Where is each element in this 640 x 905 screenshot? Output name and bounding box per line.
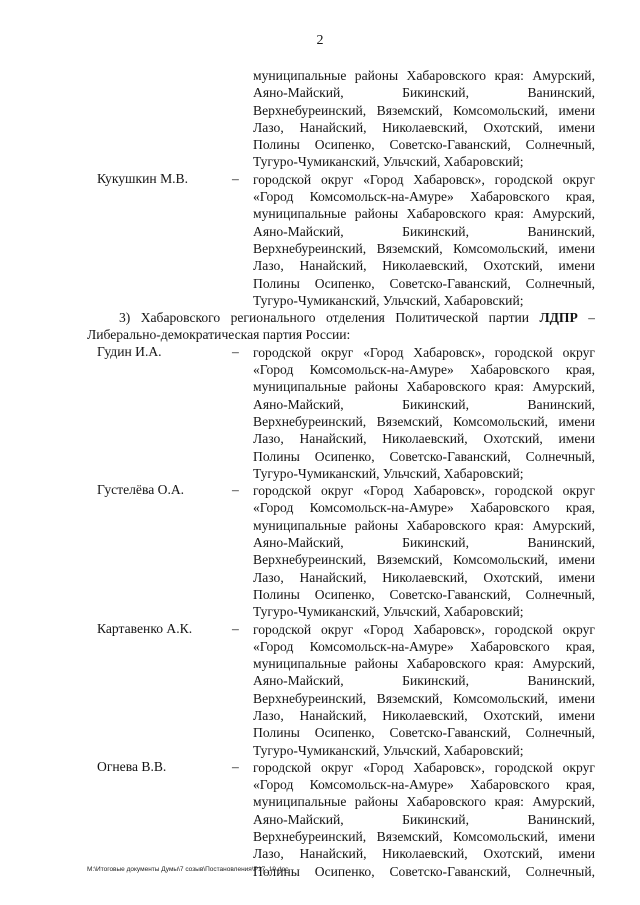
text-line: Полины Осипенко, Советско-Гаванский, Солнечный, xyxy=(253,725,595,741)
text-line: муниципальные районы Хабаровского края: Амурский, xyxy=(253,517,595,533)
dash-separator: – xyxy=(232,620,239,636)
text-line: «Город Комсомольск-на-Амуре» Хабаровского края, xyxy=(253,189,595,205)
text-line: Верхнебуреинский, Вяземский, Комсомольский, имени xyxy=(253,829,595,845)
candidate-name: Густелёва О.А. xyxy=(97,482,185,498)
dash-separator: – xyxy=(232,758,239,774)
text-line: «Город Комсомольск-на-Амуре» Хабаровского края, xyxy=(253,500,595,516)
candidate-entry xyxy=(95,482,595,620)
text-line: Аяно-Майский, Бикинский, Ванинский, xyxy=(253,673,595,689)
text-line: Аяно-Майский, Бикинский, Ванинский, xyxy=(253,85,595,101)
text-line: Лазо, Нанайский, Николаевский, Охотский, имени xyxy=(253,569,595,585)
territory-description xyxy=(253,344,595,482)
dash-separator: – xyxy=(232,170,239,186)
candidate-name: Кукушкин М.В. xyxy=(97,170,189,186)
text-line: городской округ «Город Хабаровск», городской округ xyxy=(253,483,595,499)
candidate-name: Картавенко А.К. xyxy=(97,620,193,636)
text-line: муниципальные районы Хабаровского края: Амурский, xyxy=(253,656,595,672)
text-line: «Город Комсомольск-на-Амуре» Хабаровского края, xyxy=(253,362,595,378)
text-line: муниципальные районы Хабаровского края: Амурский, xyxy=(253,794,595,810)
text-line: Тугуро-Чумиканский, Ульчский, Хабаровский; xyxy=(253,292,524,308)
text-line: муниципальные районы Хабаровского края: Амурский, xyxy=(253,379,595,395)
text-line: Верхнебуреинский, Вяземский, Комсомольский, имени xyxy=(253,552,595,568)
text-line: Верхнебуреинский, Вяземский, Комсомольский, имени xyxy=(253,240,595,256)
candidate-entry xyxy=(95,759,595,880)
page-number: 2 xyxy=(316,33,324,48)
text-line: Верхнебуреинский, Вяземский, Комсомольский, имени xyxy=(253,413,595,429)
text-line: Тугуро-Чумиканский, Ульчский, Хабаровский; xyxy=(253,604,524,620)
dash-separator: – xyxy=(232,343,239,359)
candidate-name: Огнева В.В. xyxy=(97,758,167,774)
territory-description xyxy=(253,482,595,620)
text-line: Лазо, Нанайский, Николаевский, Охотский, имени xyxy=(253,431,595,447)
candidate-entry xyxy=(95,621,595,759)
text-line: Полины Осипенко, Советско-Гаванский, Солнечный, xyxy=(253,275,595,291)
text-line: Лазо, Нанайский, Николаевский, Охотский, имени xyxy=(253,707,595,723)
text-line: Аяно-Майский, Бикинский, Ванинский, xyxy=(253,811,595,827)
text-line: Полины Осипенко, Советско-Гаванский, Солнечный, xyxy=(253,586,595,602)
section-heading-prefix: 3) Хабаровского регионального отделения Политической партии xyxy=(119,310,530,326)
text-line: городской округ «Город Хабаровск», городской округ xyxy=(253,344,595,360)
text-line: «Город Комсомольск-на-Амуре» Хабаровского края, xyxy=(253,638,595,654)
text-line: Тугуро-Чумиканский, Ульчский, Хабаровский; xyxy=(253,465,524,481)
text-line: Верхнебуреинский, Вяземский, Комсомольский, имени xyxy=(253,102,595,118)
text-line: городской округ «Город Хабаровск», городской округ xyxy=(253,171,595,187)
text-line: Полины Осипенко, Советско-Гаванский, Солнечный, xyxy=(253,137,595,153)
territory-description xyxy=(253,67,595,171)
text-line: Аяно-Майский, Бикинский, Ванинский, xyxy=(253,396,595,412)
text-line: Лазо, Нанайский, Николаевский, Охотский, имени xyxy=(253,258,595,274)
text-line: Полины Осипенко, Советско-Гаванский, Солнечный, xyxy=(253,863,595,879)
text-line: Аяно-Майский, Бикинский, Ванинский, xyxy=(253,535,595,551)
section-heading xyxy=(87,309,595,344)
candidate-entry xyxy=(95,67,595,171)
text-line: Лазо, Нанайский, Николаевский, Охотский, имени xyxy=(253,846,595,862)
section-heading-line-2: Либерально-демократическая партия России: xyxy=(87,327,351,343)
section-heading-suffix: – xyxy=(577,310,595,326)
text-line: Аяно-Майский, Бикинский, Ванинский, xyxy=(253,223,595,239)
text-line: Тугуро-Чумиканский, Ульчский, Хабаровский; xyxy=(253,742,524,758)
text-line: Полины Осипенко, Советско-Гаванский, Солнечный, xyxy=(253,448,595,464)
entries-before xyxy=(95,67,595,309)
text-line: городской округ «Город Хабаровск», городской округ xyxy=(253,759,595,775)
candidate-name: Гудин И.А. xyxy=(97,343,162,359)
entries-after xyxy=(95,344,595,880)
territory-description xyxy=(253,759,595,880)
document-body xyxy=(87,67,595,880)
territory-description xyxy=(253,171,595,309)
party-name-bold: ЛДПР xyxy=(539,310,578,326)
text-line: Верхнебуреинский, Вяземский, Комсомольский, имени xyxy=(253,690,595,706)
territory-description xyxy=(253,621,595,759)
section-heading-line-1 xyxy=(87,309,595,326)
text-line: Тугуро-Чумиканский, Ульчский, Хабаровский; xyxy=(253,154,524,170)
text-line: Лазо, Нанайский, Николаевский, Охотский, имени xyxy=(253,119,595,135)
candidate-entry xyxy=(95,171,595,309)
file-path-footer: M:\Итоговые документы Думы\7 созыв\Постановления\P17_19.doc xyxy=(87,866,289,873)
text-line: «Город Комсомольск-на-Амуре» Хабаровского края, xyxy=(253,777,595,793)
text-line: муниципальные районы Хабаровского края: Амурский, xyxy=(253,206,595,222)
dash-separator: – xyxy=(232,482,239,498)
text-line: городской округ «Город Хабаровск», городской округ xyxy=(253,621,595,637)
text-line: муниципальные районы Хабаровского края: Амурский, xyxy=(253,68,595,83)
candidate-entry xyxy=(95,344,595,482)
